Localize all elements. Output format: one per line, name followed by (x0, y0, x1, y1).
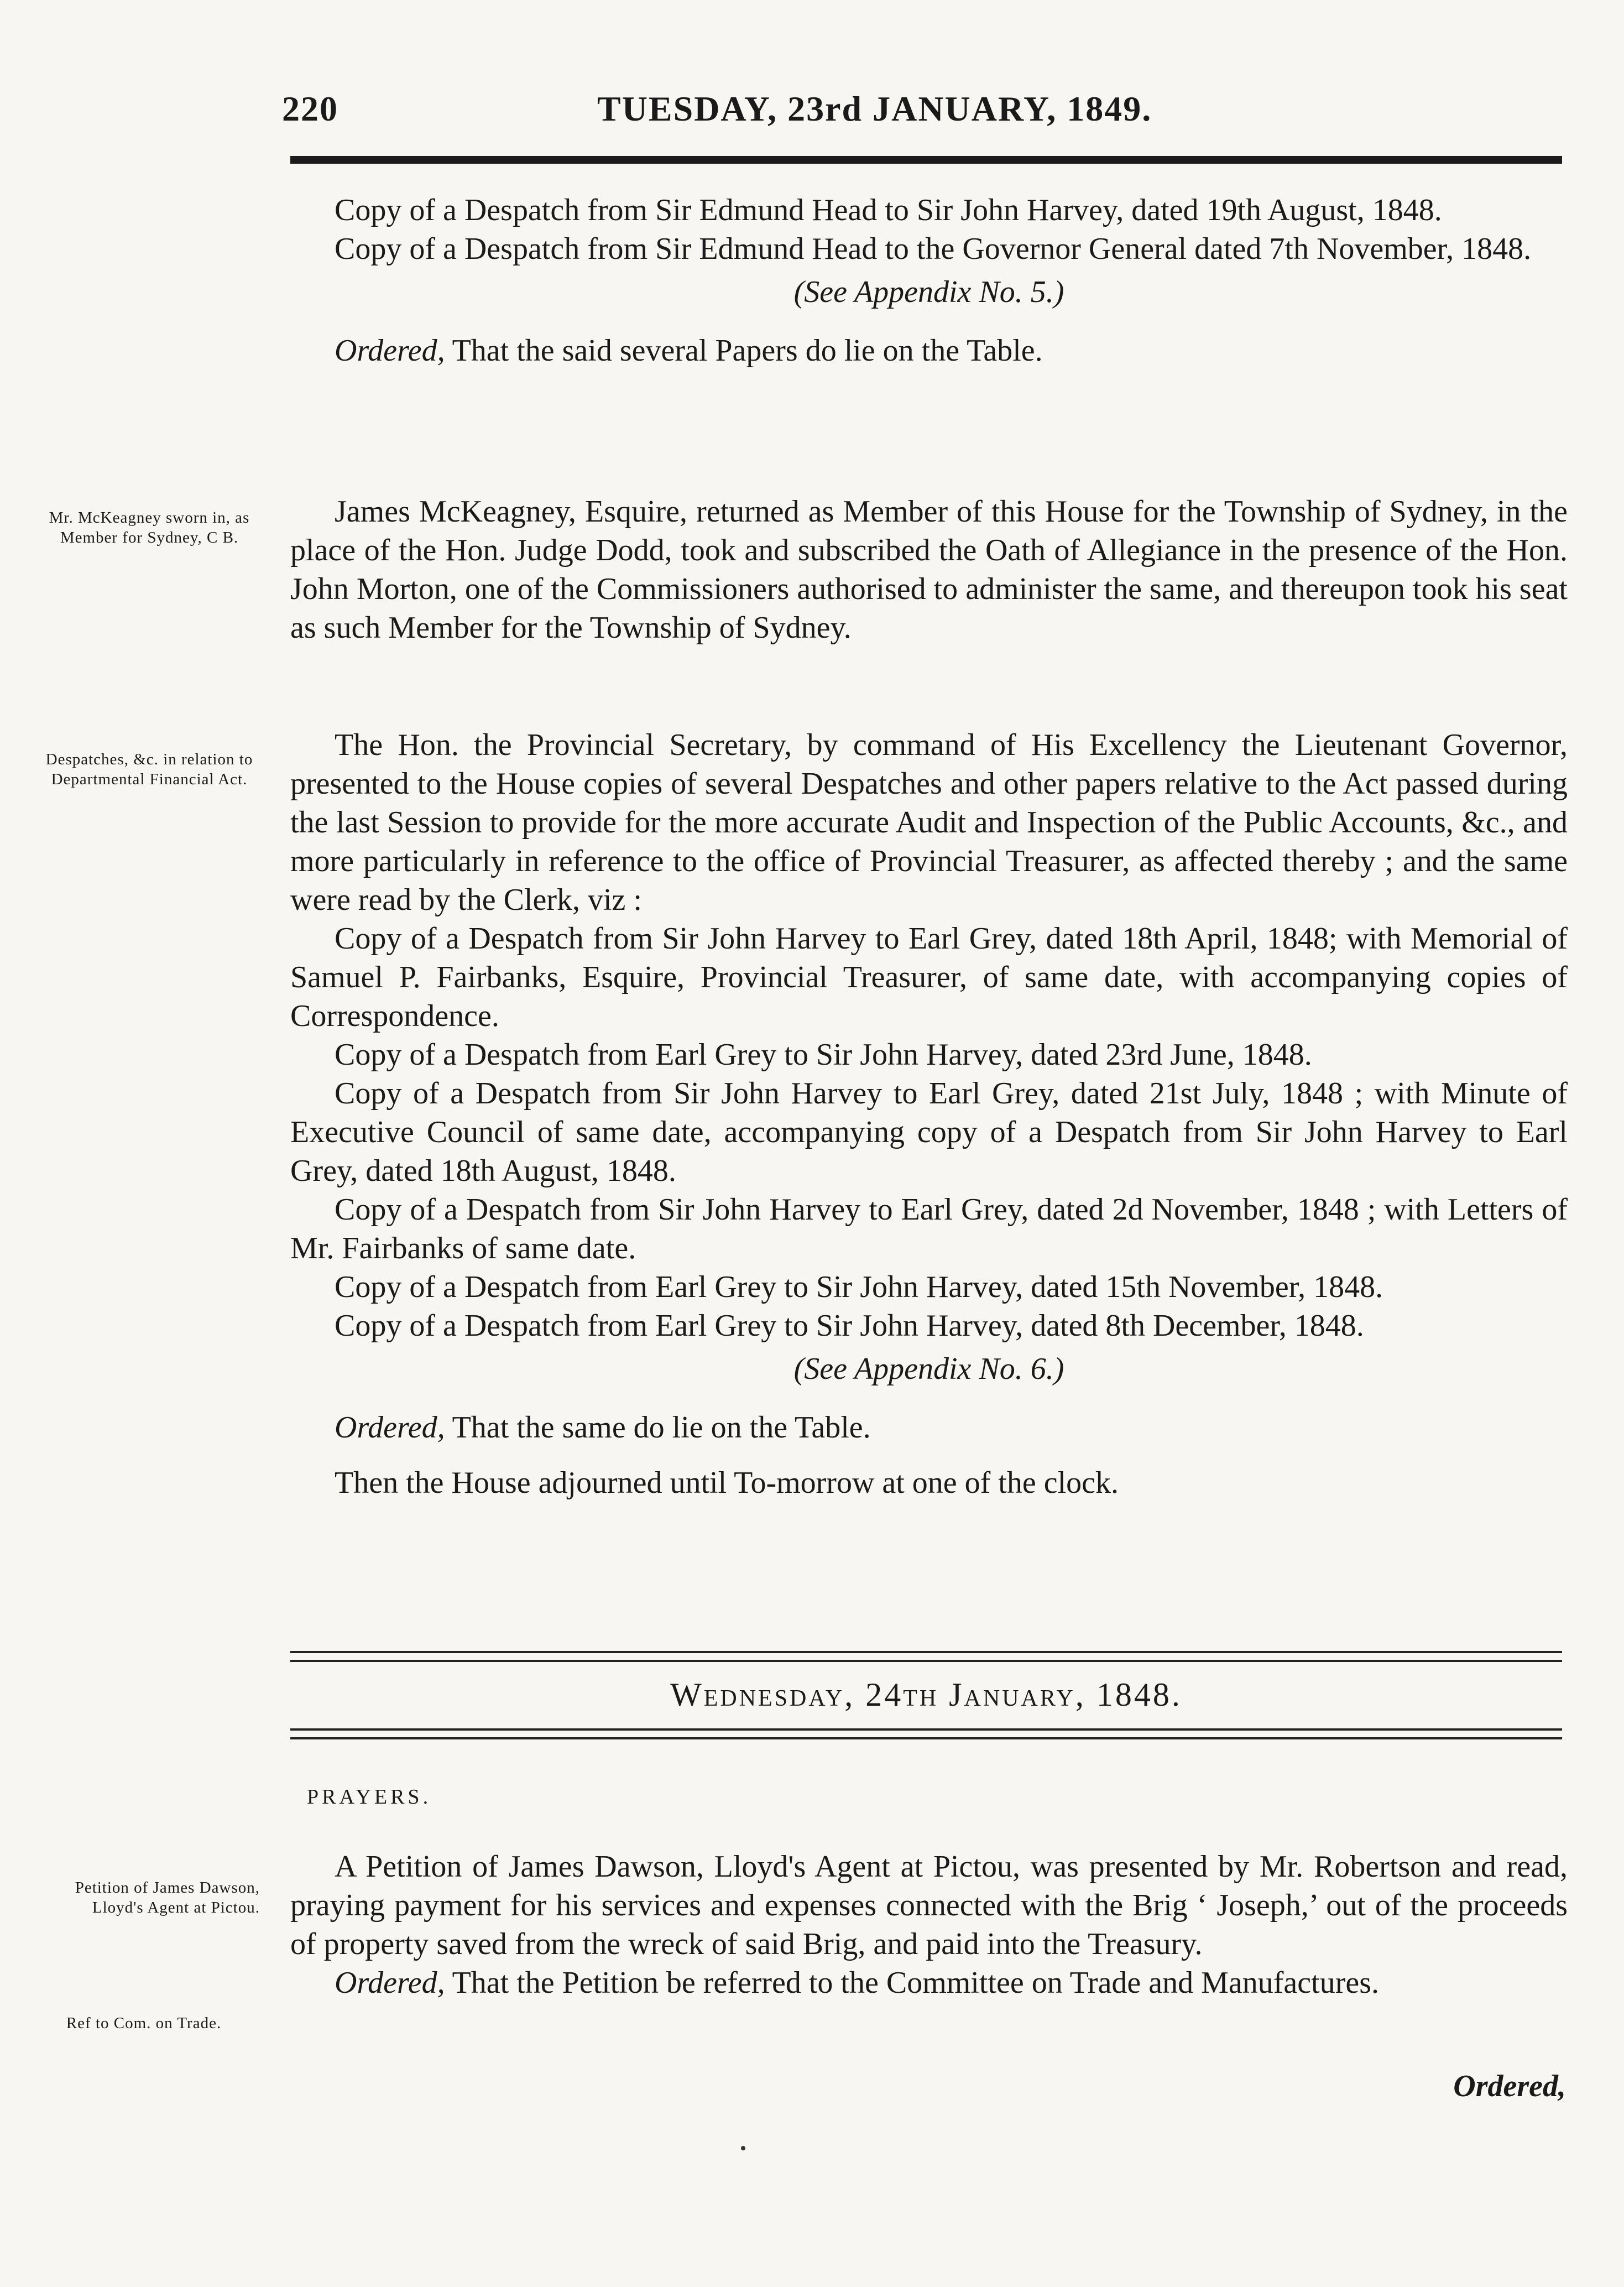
ordered-text: That the said several Papers do lie on the Table. (445, 334, 1043, 368)
adjourn-text: Then the House adjourned until To-morrow at one of the clock. (335, 1466, 1119, 1500)
despatch-item: Copy of a Despatch from Sir John Harvey to Earl Grey, dated 2d November, 1848 ; with Letters of Mr. Fairbanks of same date. (290, 1192, 1568, 1265)
despatch-head-harvey: Copy of a Despatch from Sir Edmund Head to Sir John Harvey, dated 19th August, 1848. (335, 193, 1442, 227)
page-number: 220 (282, 89, 338, 128)
appendix-5: (See Appendix No. 5.) (793, 275, 1064, 309)
petition-text: A Petition of James Dawson, Lloyd's Agent at Pictou, was presented by Mr. Robertson and read, praying payment for his services and expenses connected with the Brig ‘ Joseph,’ out of the proceeds of property saved from the wreck of said Brig, and paid into the Treasury. (290, 1850, 1568, 1961)
top-block (290, 191, 1568, 370)
ordered-text: That the Petition be referred to the Committee on Trade and Manufactures. (445, 1966, 1379, 2000)
ordered-papers (290, 331, 1568, 370)
ordered-petition (290, 1963, 1568, 2002)
ordered-label: Ordered, (335, 1966, 445, 2000)
despatch-item: Copy of a Despatch from Sir John Harvey to Earl Grey, dated 21st July, 1848 ; with Minute of Executive Council of same date, accompanying copy of a Despatch from Sir John Harvey to Earl Grey, dated 18th August, 1848. (290, 1076, 1568, 1188)
ordered-table (290, 1408, 1568, 1447)
section-rule-top (290, 1651, 1562, 1662)
petition-block (290, 1847, 1568, 2002)
date-heading: Wednesday, 24th January, 1848. (670, 1676, 1182, 1713)
mckeagney-block (290, 492, 1568, 647)
ordered-text: That the same do lie on the Table. (445, 1410, 871, 1445)
margin-note-despatches: Despatches, &c. in relation to Departmental Financial Act. (45, 751, 253, 788)
ordered-label: Ordered, (335, 1410, 445, 1445)
margin-note-ref: Ref to Com. on Trade. (66, 2014, 222, 2032)
catchword: Ordered, (1453, 2069, 1566, 2103)
despatch-head-governor: Copy of a Despatch from Sir Edmund Head to the Governor General dated 7th November, 1848. (335, 232, 1532, 266)
ordered-label: Ordered, (335, 334, 445, 368)
despatches-block (290, 726, 1568, 1502)
mckeagney-text: James McKeagney, Esquire, returned as Member of this House for the Township of Sydney, in the place of the Hon. Judge Dodd, took and subscribed the Oath of Allegiance in the presence of the Hon. John Morton, one of the Commissioners authorised to administer the same, and thereupon took his seat as such Member for the Township of Sydney. (290, 494, 1568, 645)
despatch-item: Copy of a Despatch from Sir John Harvey to Earl Grey, dated 18th April, 1848; with Memorial of Samuel P. Fairbanks, Esquire, Provincial Treasurer, of same date, with accompanying copies of Correspondence. (290, 921, 1568, 1033)
margin-note-petition: Petition of James Dawson, Lloyd's Agent at Pictou. (75, 1879, 260, 1916)
header-rule (290, 156, 1562, 164)
page-title: TUESDAY, 23rd JANUARY, 1849. (597, 89, 1152, 128)
ink-speck (741, 2146, 745, 2150)
section-rule-bottom (290, 1728, 1562, 1739)
despatch-item: Copy of a Despatch from Earl Grey to Sir John Harvey, dated 8th December, 1848. (335, 1309, 1364, 1343)
appendix-6: (See Appendix No. 6.) (793, 1352, 1064, 1386)
prayers-heading: PRAYERS. (307, 1785, 432, 1809)
despatch-item: Copy of a Despatch from Earl Grey to Sir John Harvey, dated 23rd June, 1848. (335, 1038, 1312, 1072)
margin-note-mckeagney: Mr. McKeagney sworn in, as Member for Sydney, C B. (49, 509, 250, 546)
despatch-item: Copy of a Despatch from Earl Grey to Sir John Harvey, dated 15th November, 1848. (335, 1270, 1383, 1304)
despatches-intro: The Hon. the Provincial Secretary, by command of His Excellency the Lieutenant Governor, presented to the House copies of several Despatches and other papers relative to the Act passed during the last Session to provide for the more accurate Audit and Inspection of the Public Accounts, &c., and more particularly in reference to the office of Provincial Treasurer, as affected thereby ; and the same were read by the Clerk, viz : (290, 728, 1568, 917)
